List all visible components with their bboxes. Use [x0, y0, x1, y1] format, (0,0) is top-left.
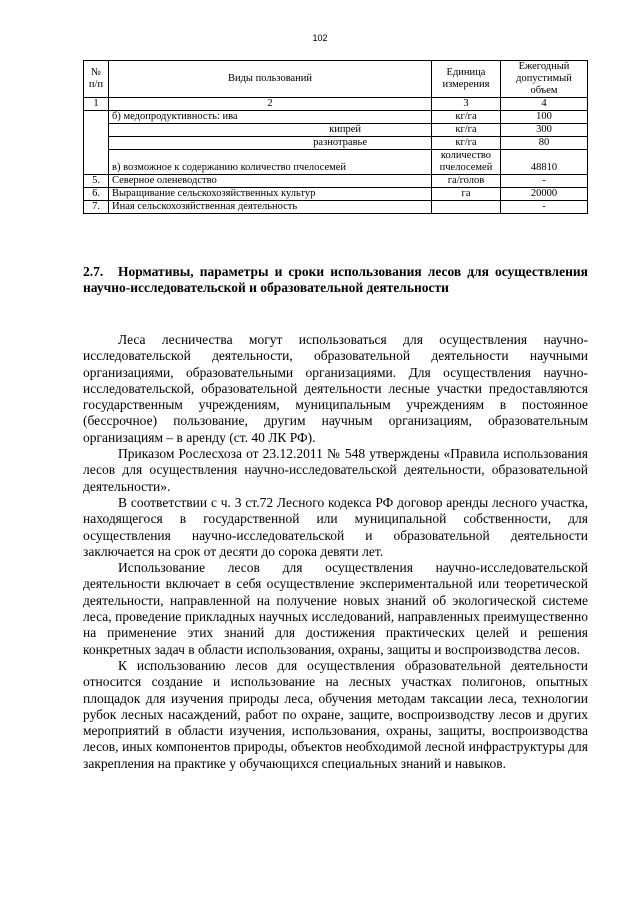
row-name-cell: Северное оленеводство — [109, 175, 432, 188]
page-number: 102 — [312, 33, 328, 43]
row-unit-cell: га/голов — [432, 175, 501, 188]
row-name-cell: Иная сельскохозяйственная деятельность — [109, 201, 432, 214]
row-name-cell: в) возможное к содержанию количество пчелосемей — [109, 150, 432, 175]
table-row — [84, 137, 588, 150]
row-name-cell: Выращивание сельскохозяйственных культур — [109, 188, 432, 201]
table-row — [84, 111, 588, 124]
row-unit-cell: кг/га — [432, 137, 501, 150]
index-cell: 3 — [432, 98, 501, 111]
body-text — [83, 332, 588, 772]
row-unit-cell: кг/га — [432, 124, 501, 137]
table-row — [84, 150, 588, 175]
row-name-cell: б) медопродуктивность: ива — [109, 111, 432, 124]
index-cell: 4 — [501, 98, 588, 111]
table-row — [84, 188, 588, 201]
row-num-cell: 5. — [84, 175, 109, 188]
table-row — [84, 124, 588, 137]
paragraph: Приказом Рослесхоза от 23.12.2011 № 548 утверждены «Правила использования лесов для осуществления научно-исследовательской деятельности, образовательной деятельности». — [83, 446, 588, 494]
index-cell: 2 — [109, 98, 432, 111]
index-cell: 1 — [84, 98, 109, 111]
paragraph: В соответствии с ч. 3 ст.72 Лесного кодекса РФ договор аренды лесного участка, находящегося в государственной или муниципальной собственности, для осуществления научно-исследовательской и образовательной деятельности заключается на срок от десяти до сорока девяти лет. — [83, 494, 588, 559]
header-name: Виды пользований — [109, 61, 432, 98]
table-index-row — [84, 98, 588, 111]
row-name-cell: кипрей — [109, 124, 432, 137]
row-num-cell: 6. — [84, 188, 109, 201]
land-use-table — [83, 60, 588, 214]
row-value-cell: 80 — [501, 137, 588, 150]
paragraph: К использованию лесов для осуществления образовательной деятельности относится создание и использование на лесных участках полигонов, опытных площадок для изучения природы леса, обучения методам таксации леса, технологии рубок лесных насаждений, работ по охране, защите, воспроизводству лесов и других мероприятий в области изучения, использования, охраны, защиты, воспроизводства лесов, иных компонентов природы, объектов необходимой лесной инфраструктуры для закрепления на практике у обучающихся специальных знаний и навыков. — [83, 657, 588, 771]
row-num-cell — [84, 111, 109, 175]
paragraph: Использование лесов для осуществления научно-исследовательской деятельности включает в себя осуществление экспериментальной или теоретической деятельности, направленной на получение новых знаний об экологической системе леса, проведение прикладных научных исследований, направленных преимущественно на применение этих знаний для достижения практических целей и решения конкретных задач в области использования, охраны, защиты и воспроизводства лесов. — [83, 560, 588, 657]
section-number: 2.7. — [83, 264, 104, 279]
table-row — [84, 175, 588, 188]
row-value-cell: 300 — [501, 124, 588, 137]
row-value-cell: - — [501, 175, 588, 188]
row-value-cell: - — [501, 201, 588, 214]
paragraph: Леса лесничества могут использоваться для осуществления научно-исследовательской деятельности, образовательной деятельности научными организациями, образовательными организациями. Для осуществления научно-исследовательской, образовательной деятельности лесные участки предоставляются государственным учреждениям, муниципальным учреждениям в постоянное (бессрочное) пользование, другим научным организациям, образовательным организациям – в аренду (ст. 40 ЛК РФ). — [83, 332, 588, 445]
header-num: № п/п — [84, 61, 109, 98]
row-value-cell: 20000 — [501, 188, 588, 201]
row-unit-cell — [432, 201, 501, 214]
table-row — [84, 201, 588, 214]
row-name-cell: разнотравье — [109, 137, 432, 150]
row-num-cell: 7. — [84, 201, 109, 214]
header-value: Ежегодный допустимый объем — [501, 61, 588, 98]
table-header-row — [84, 61, 588, 98]
section-heading — [83, 264, 588, 296]
row-value-cell: 100 — [501, 111, 588, 124]
row-unit-cell: га — [432, 188, 501, 201]
header-unit: Единица измерения — [432, 61, 501, 98]
row-unit-cell: кг/га — [432, 111, 501, 124]
row-value-cell: 48810 — [501, 150, 588, 175]
row-unit-cell: количество пчелосемей — [432, 150, 501, 175]
section-title: Нормативы, параметры и сроки использования лесов для осуществления научно-исследовательской и образовательной деятельности — [83, 264, 588, 295]
